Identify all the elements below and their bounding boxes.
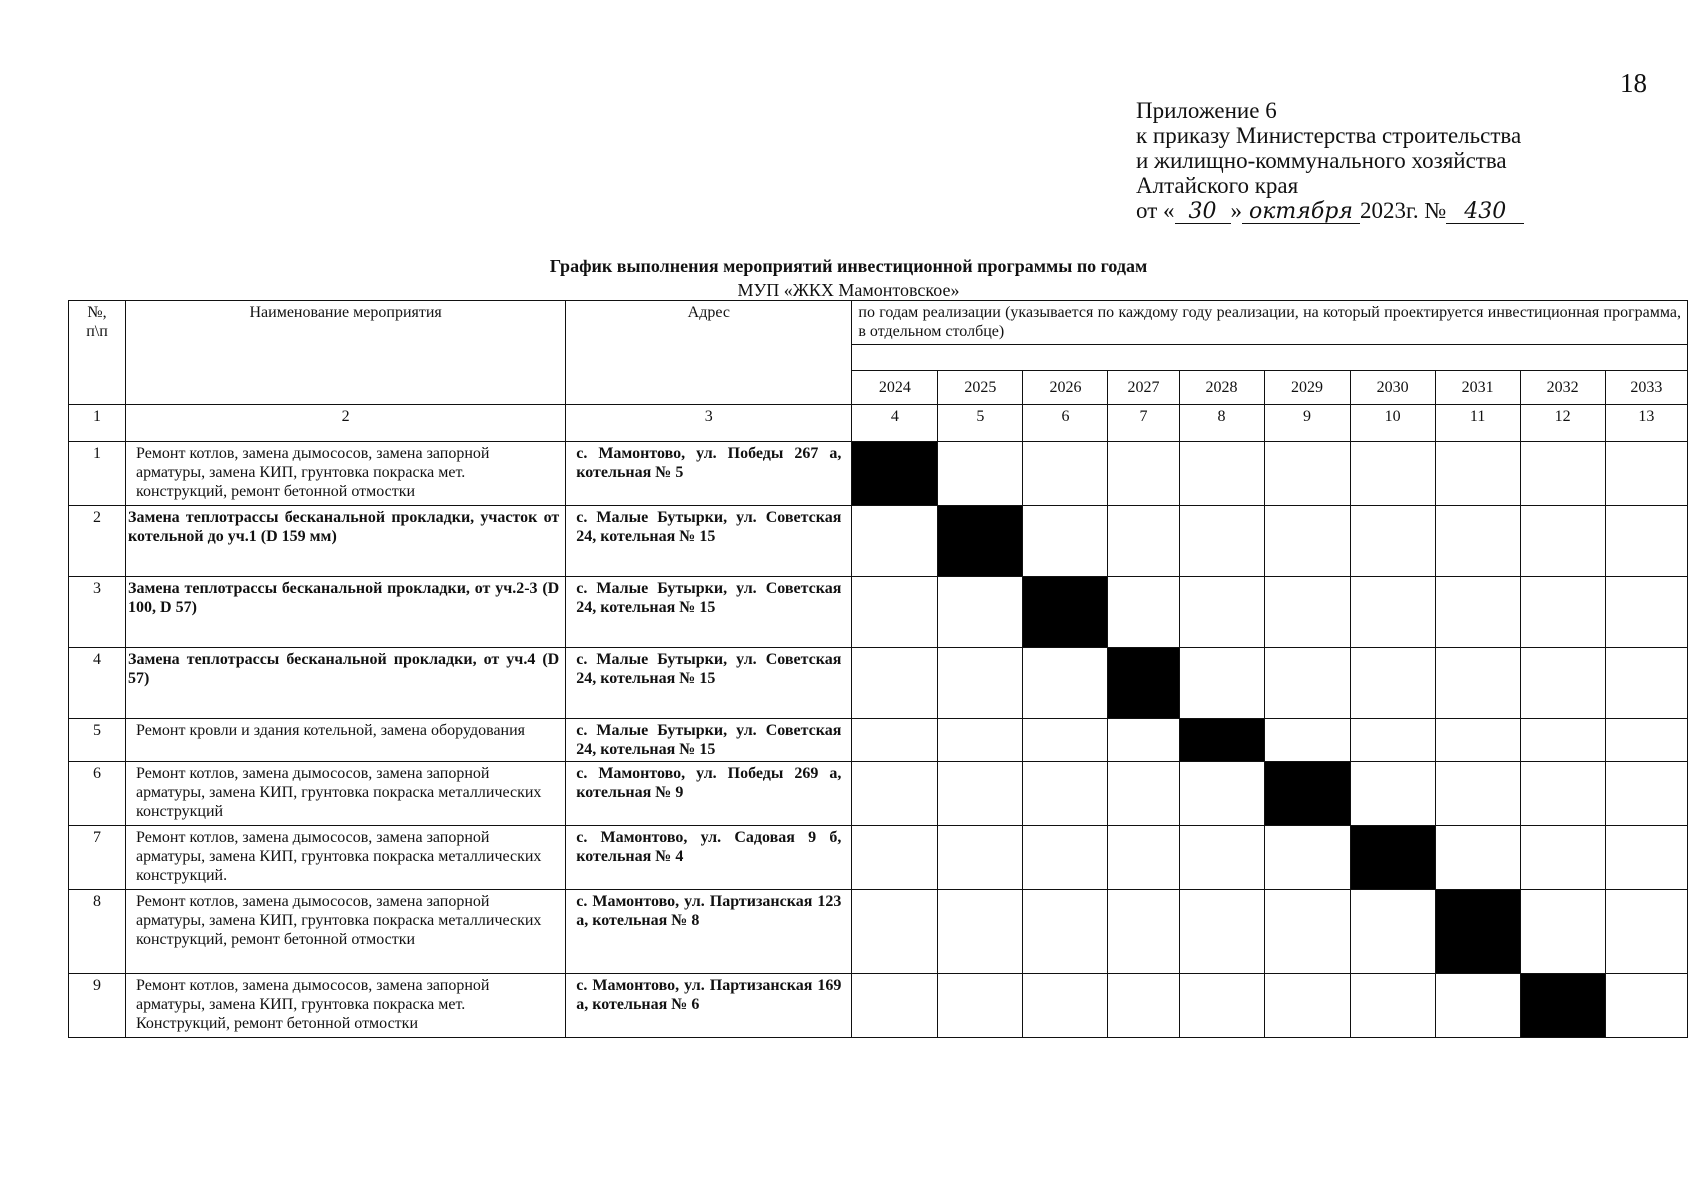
empty-year-cell <box>1264 442 1350 506</box>
scheduled-year-cell-2027 <box>1108 648 1179 719</box>
empty-year-cell <box>1435 506 1520 577</box>
scheduled-year-cell-2024 <box>852 442 938 506</box>
empty-year-cell <box>1179 826 1264 890</box>
empty-year-cell <box>1435 719 1520 762</box>
column-number: 11 <box>1435 405 1520 442</box>
row-number: 6 <box>69 762 126 826</box>
empty-year-cell <box>1179 442 1264 506</box>
empty-year-cell <box>1520 506 1605 577</box>
empty-year-cell <box>1520 719 1605 762</box>
empty-year-cell <box>1023 974 1108 1038</box>
empty-year-cell <box>1108 826 1179 890</box>
document-subtitle: МУП «ЖКХ Мамонтовское» <box>737 280 960 300</box>
column-number: 2 <box>126 405 566 442</box>
scheduled-year-cell-2025 <box>938 506 1023 577</box>
empty-year-cell <box>1264 826 1350 890</box>
year-header-2033: 2033 <box>1605 371 1687 405</box>
activity-address: с. Мамонтово, ул. Победы 269 а, котельная № 9 <box>566 762 852 826</box>
year-header-2032: 2032 <box>1520 371 1605 405</box>
scheduled-year-cell-2028 <box>1179 719 1264 762</box>
empty-year-cell <box>1264 577 1350 648</box>
scheduled-year-cell-2032 <box>1520 974 1605 1038</box>
empty-year-cell <box>938 974 1023 1038</box>
empty-year-cell <box>1435 442 1520 506</box>
empty-year-cell <box>1520 762 1605 826</box>
header-name: Наименование мероприятия <box>126 301 566 405</box>
empty-year-cell <box>1520 577 1605 648</box>
row-number: 2 <box>69 506 126 577</box>
year-header-2027: 2027 <box>1108 371 1179 405</box>
column-number: 13 <box>1605 405 1687 442</box>
appendix-line-3: и жилищно-коммунального хозяйства <box>1136 148 1507 173</box>
scheduled-year-cell-2026 <box>1023 577 1108 648</box>
year-header-2031: 2031 <box>1435 371 1520 405</box>
date-day-handwritten: 30 <box>1175 201 1231 224</box>
date-separator: » <box>1230 198 1242 223</box>
date-month-handwritten: октября <box>1242 201 1360 224</box>
activity-address: с. Мамонтово, ул. Партизанская 123 а, котельная № 8 <box>566 890 852 974</box>
empty-year-cell <box>1350 890 1435 974</box>
empty-year-cell <box>1350 648 1435 719</box>
activity-address: с. Малые Бутырки, ул. Советская 24, котельная № 15 <box>566 577 852 648</box>
empty-year-cell <box>1435 762 1520 826</box>
empty-year-cell <box>938 890 1023 974</box>
activity-name: Ремонт котлов, замена дымососов, замена запорной арматуры, замена КИП, грунтовка покраска металлических конструкций. <box>126 826 566 890</box>
column-number: 10 <box>1350 405 1435 442</box>
appendix-line-1: Приложение 6 <box>1136 98 1277 123</box>
empty-year-cell <box>1264 506 1350 577</box>
empty-year-cell <box>852 719 938 762</box>
empty-year-cell <box>1023 506 1108 577</box>
empty-year-cell <box>1023 762 1108 826</box>
empty-year-cell <box>1435 648 1520 719</box>
year-header-2025: 2025 <box>938 371 1023 405</box>
year-header-2026: 2026 <box>1023 371 1108 405</box>
column-number: 6 <box>1023 405 1108 442</box>
empty-year-cell <box>1350 719 1435 762</box>
activity-address: с. Мамонтово, ул. Партизанская 169 а, котельная № 6 <box>566 974 852 1038</box>
table-row <box>69 890 1688 974</box>
empty-year-cell <box>1350 506 1435 577</box>
empty-year-cell <box>1108 719 1179 762</box>
row-number: 1 <box>69 442 126 506</box>
activity-address: с. Малые Бутырки, ул. Советская 24, котельная № 15 <box>566 719 852 762</box>
activity-name: Ремонт котлов, замена дымососов, замена запорной арматуры, замена КИП, грунтовка покраска мет. конструкций, ремонт бетонной отмостки <box>126 442 566 506</box>
empty-year-cell <box>1520 442 1605 506</box>
column-number: 4 <box>852 405 938 442</box>
table-row <box>69 974 1688 1038</box>
activity-name: Ремонт кровли и здания котельной, замена оборудования <box>126 719 566 762</box>
empty-year-cell <box>852 826 938 890</box>
empty-year-cell <box>852 974 938 1038</box>
activity-address: с. Малые Бутырки, ул. Советская 24, котельная № 15 <box>566 648 852 719</box>
empty-year-cell <box>1023 719 1108 762</box>
empty-year-cell <box>1350 577 1435 648</box>
empty-year-cell <box>1264 974 1350 1038</box>
empty-year-cell <box>1108 506 1179 577</box>
empty-year-cell <box>1605 577 1687 648</box>
empty-year-cell <box>1605 719 1687 762</box>
empty-year-cell <box>1605 762 1687 826</box>
empty-year-cell <box>938 719 1023 762</box>
table-row <box>69 762 1688 826</box>
scheduled-year-cell-2029 <box>1264 762 1350 826</box>
empty-year-cell <box>1023 890 1108 974</box>
empty-year-cell <box>852 577 938 648</box>
year-header-2030: 2030 <box>1350 371 1435 405</box>
column-number: 8 <box>1179 405 1264 442</box>
activity-address: с. Малые Бутырки, ул. Советская 24, котельная № 15 <box>566 506 852 577</box>
appendix-date-line <box>1136 198 1656 224</box>
activity-name: Ремонт котлов, замена дымососов, замена запорной арматуры, замена КИП, грунтовка покраска металлических конструкций <box>126 762 566 826</box>
empty-year-cell <box>1520 648 1605 719</box>
empty-year-cell <box>852 890 938 974</box>
empty-year-cell <box>1179 506 1264 577</box>
empty-year-cell <box>1179 974 1264 1038</box>
appendix-line-4: Алтайского края <box>1136 173 1299 198</box>
empty-year-cell <box>1179 890 1264 974</box>
column-number: 9 <box>1264 405 1350 442</box>
activity-name: Замена теплотрассы бесканальной прокладки, участок от котельной до уч.1 (D 159 мм) <box>126 506 566 577</box>
empty-year-cell <box>938 648 1023 719</box>
empty-year-cell <box>1605 890 1687 974</box>
empty-year-cell <box>1108 974 1179 1038</box>
empty-year-cell <box>1264 719 1350 762</box>
order-number-handwritten: 430 <box>1446 201 1524 224</box>
column-number: 3 <box>566 405 852 442</box>
empty-year-cell <box>938 442 1023 506</box>
empty-year-cell <box>1179 762 1264 826</box>
table-row <box>69 826 1688 890</box>
row-number: 7 <box>69 826 126 890</box>
empty-year-cell <box>852 506 938 577</box>
empty-year-cell <box>1435 826 1520 890</box>
activity-name: Замена теплотрассы бесканальной прокладки, от уч.4 (D 57) <box>126 648 566 719</box>
empty-year-cell <box>1605 442 1687 506</box>
empty-year-cell <box>1023 442 1108 506</box>
year-header-2028: 2028 <box>1179 371 1264 405</box>
header-address: Адрес <box>566 301 852 405</box>
header-num: №, п\п <box>69 301 126 405</box>
activity-name: Ремонт котлов, замена дымососов, замена запорной арматуры, замена КИП, грунтовка покраска металлических конструкций, ремонт бетонной отмостки <box>126 890 566 974</box>
table-row <box>69 506 1688 577</box>
empty-year-cell <box>1108 762 1179 826</box>
empty-year-cell <box>1108 442 1179 506</box>
empty-year-cell <box>938 826 1023 890</box>
empty-year-cell <box>1520 890 1605 974</box>
empty-year-cell <box>1264 890 1350 974</box>
empty-year-cell <box>852 762 938 826</box>
year-header-2029: 2029 <box>1264 371 1350 405</box>
empty-year-cell <box>1605 974 1687 1038</box>
empty-year-cell <box>1108 577 1179 648</box>
year-header-2024: 2024 <box>852 371 938 405</box>
empty-year-cell <box>1435 577 1520 648</box>
date-prefix: от « <box>1136 198 1175 223</box>
column-number: 5 <box>938 405 1023 442</box>
empty-year-cell <box>1605 826 1687 890</box>
empty-year-cell <box>1108 890 1179 974</box>
appendix-line-2: к приказу Министерства строительства <box>1136 123 1522 148</box>
empty-year-cell <box>1520 826 1605 890</box>
table-row <box>69 577 1688 648</box>
empty-year-cell <box>852 648 938 719</box>
row-number: 9 <box>69 974 126 1038</box>
empty-year-cell <box>1023 648 1108 719</box>
row-number: 3 <box>69 577 126 648</box>
date-year-label: 2023г. № <box>1360 198 1447 223</box>
activity-name: Замена теплотрассы бесканальной прокладки, от уч.2-3 (D 100, D 57) <box>126 577 566 648</box>
column-number: 7 <box>1108 405 1179 442</box>
header-empty-row <box>852 345 1688 371</box>
empty-year-cell <box>938 577 1023 648</box>
page-number: 18 <box>1620 68 1647 98</box>
empty-year-cell <box>1023 826 1108 890</box>
column-number: 12 <box>1520 405 1605 442</box>
empty-year-cell <box>1350 762 1435 826</box>
empty-year-cell <box>1605 648 1687 719</box>
empty-year-cell <box>1605 506 1687 577</box>
table-row <box>69 719 1688 762</box>
scheduled-year-cell-2030 <box>1350 826 1435 890</box>
empty-year-cell <box>1350 974 1435 1038</box>
activity-address: с. Мамонтово, ул. Садовая 9 б, котельная № 4 <box>566 826 852 890</box>
schedule-table <box>68 300 1688 1038</box>
row-number: 4 <box>69 648 126 719</box>
appendix-block <box>1136 98 1656 224</box>
empty-year-cell <box>1435 974 1520 1038</box>
activity-name: Ремонт котлов, замена дымососов, замена запорной арматуры, замена КИП, грунтовка покраска мет. Конструкций, ремонт бетонной отмостки <box>126 974 566 1038</box>
table-row <box>69 442 1688 506</box>
table-row <box>69 648 1688 719</box>
document-title: График выполнения мероприятий инвестиционной программы по годам <box>549 256 1148 276</box>
scheduled-year-cell-2031 <box>1435 890 1520 974</box>
column-number: 1 <box>69 405 126 442</box>
row-number: 8 <box>69 890 126 974</box>
activity-address: с. Мамонтово, ул. Победы 267 а, котельная № 5 <box>566 442 852 506</box>
empty-year-cell <box>1179 577 1264 648</box>
empty-year-cell <box>1179 648 1264 719</box>
header-years-caption: по годам реализации (указывается по каждому году реализации, на который проектируется инвестиционная программа, в отдельном столбце) <box>852 301 1688 345</box>
empty-year-cell <box>1264 648 1350 719</box>
empty-year-cell <box>1350 442 1435 506</box>
row-number: 5 <box>69 719 126 762</box>
empty-year-cell <box>938 762 1023 826</box>
